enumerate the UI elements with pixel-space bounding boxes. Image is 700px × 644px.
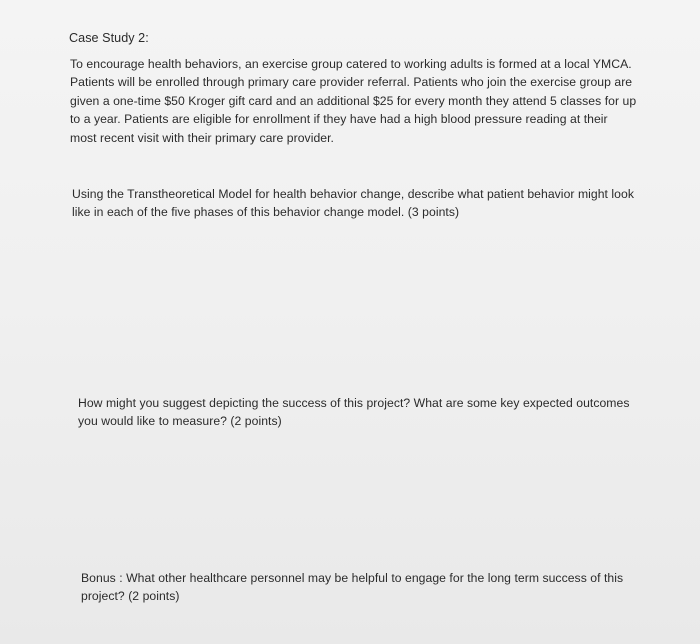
question-project-success: [78, 394, 638, 431]
question1-line: like in each of the five phases of this behavior change model. (3 points): [72, 205, 460, 220]
bonus-question: [81, 569, 641, 606]
intro-line: most recent visit with their primary care provider.: [70, 130, 334, 145]
intro-line: To encourage health behaviors, an exercise group catered to working adults is formed at a local YMCA.: [70, 57, 632, 71]
question-transtheoretical-model: [72, 185, 662, 222]
case-intro-paragraph: [70, 55, 660, 147]
question2-line: you would like to measure? (2 points): [78, 414, 282, 429]
bonus-line: Bonus : What other healthcare personnel may be helpful to engage for the long term success of this: [81, 571, 624, 585]
question1-line: Using the Transtheoretical Model for health behavior change, describe what patient behavior might look: [72, 187, 634, 201]
intro-line: Patients will be enrolled through primary care provider referral. Patients who join the exercise group are: [70, 75, 633, 90]
intro-line: to a year. Patients are eligible for enrollment if they have had a high blood pressure reading at their: [70, 112, 608, 127]
question2-line: How might you suggest depicting the success of this project? What are some key expected outcomes: [78, 396, 630, 410]
intro-line: given a one-time $50 Kroger gift card and an additional $25 for every month they attend 5 classes for up: [70, 93, 637, 108]
case-study-title: Case Study 2:: [69, 31, 149, 45]
bonus-line: project? (2 points): [81, 589, 180, 604]
